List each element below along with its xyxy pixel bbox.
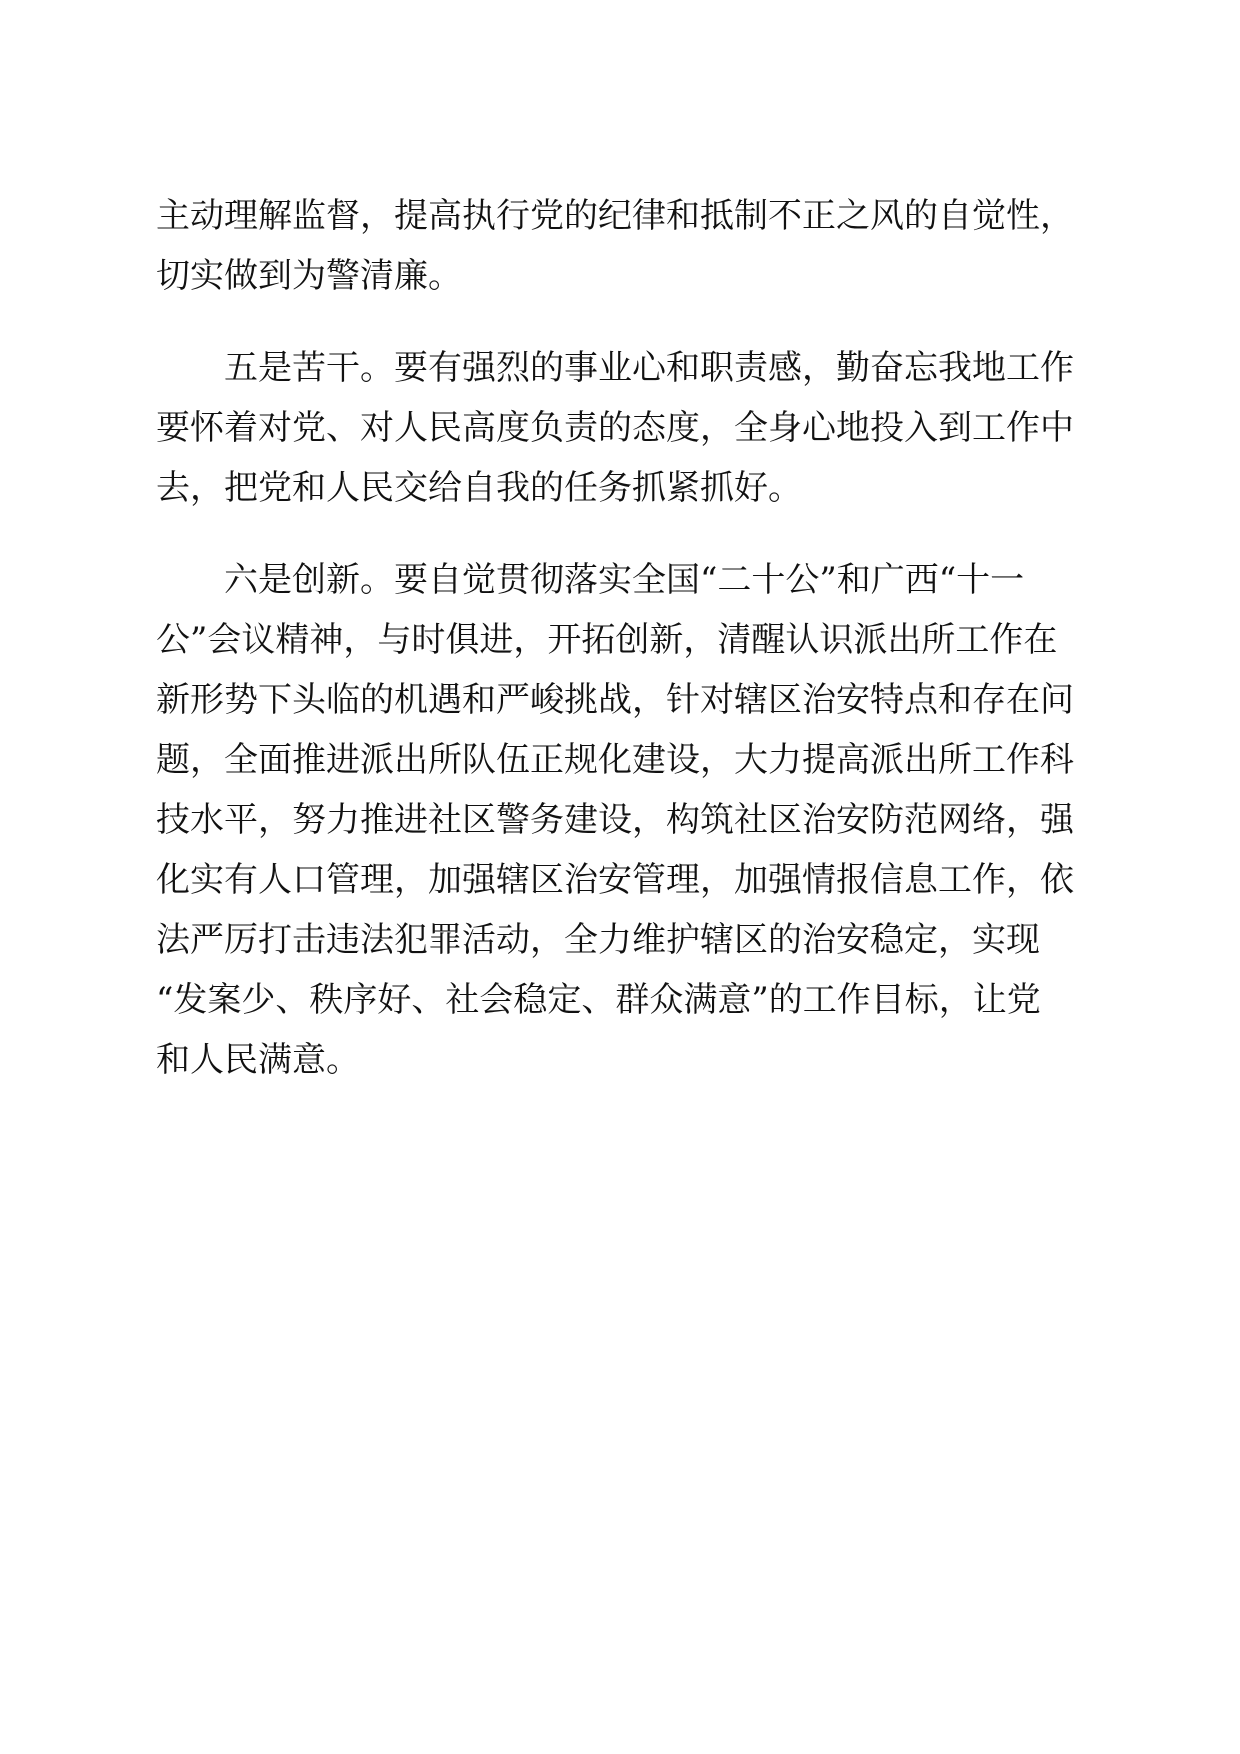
document-body: [156, 186, 1086, 1090]
text-line: 主动理解监督，提高执行党的纪律和抵制不正之风的自觉性，: [156, 196, 1074, 236]
text-line: 切实做到为警清廉。: [156, 256, 462, 296]
paragraph-spacer: [156, 306, 1086, 338]
paragraph-discipline-continuation: [156, 186, 1086, 306]
text-line: 题，全面推进派出所队伍正规化建设，大力提高派出所工作科: [156, 740, 1074, 780]
text-line: 化实有人口管理，加强辖区治安管理，加强情报信息工作，依: [156, 860, 1074, 900]
text-line: 五是苦干。要有强烈的事业心和职责感，勤奋忘我地工作: [156, 348, 1074, 388]
text-line: 法严厉打击违法犯罪活动，全力维护辖区的治安稳定，实现: [156, 920, 1040, 960]
paragraph-spacer: [156, 518, 1086, 550]
text-line: 要怀着对党、对人民高度负责的态度，全身心地投入到工作中: [156, 408, 1074, 448]
text-line: 新形势下头临的机遇和严峻挑战，针对辖区治安特点和存在问: [156, 680, 1074, 720]
text-line: “发案少、秩序好、社会稳定、群众满意”的工作目标，让党: [156, 980, 1041, 1020]
text-line: 六是创新。要自觉贯彻落实全国“二十公”和广西“十一: [156, 560, 1025, 600]
paragraph-hard-work: [156, 338, 1086, 518]
paragraph-innovation: [156, 550, 1086, 1090]
text-line: 公”会议精神，与时俱进，开拓创新，清醒认识派出所工作在: [156, 620, 1058, 660]
text-line: 技水平，努力推进社区警务建设，构筑社区治安防范网络，强: [156, 800, 1074, 840]
text-line: 去，把党和人民交给自我的任务抓紧抓好。: [156, 468, 802, 508]
text-line: 和人民满意。: [156, 1040, 360, 1080]
